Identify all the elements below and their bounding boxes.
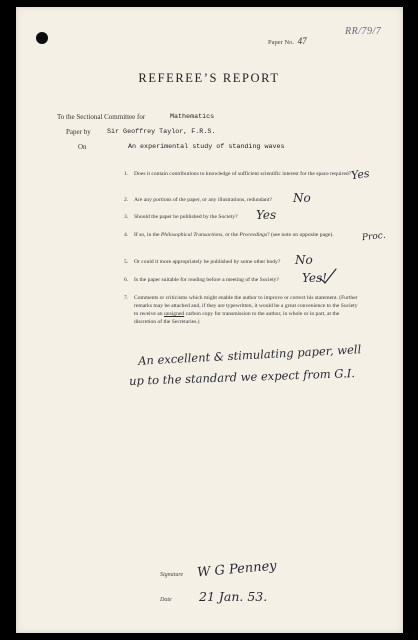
answer-3: Yes: [256, 208, 277, 222]
question-text: [134, 294, 361, 326]
question-text-part: Comments or criticisms which might enable the author to improve or correct his statement. (Further remarks may be attached and, if they are typewritten, it would be a great convenience to the Society to receive an: [134, 295, 358, 317]
question-text-part: If so, in the: [134, 232, 161, 238]
question-text: Is the paper suitable for reading before a meeting of the Society?: [134, 277, 279, 283]
question-text-part: carbon copy for transmission to the author, in whole or in part, at the discretion of the Secretaries.): [134, 311, 340, 325]
answer-5: No: [295, 253, 313, 267]
signature-label: Signature: [160, 572, 184, 578]
answer-6: Yes!: [302, 271, 327, 285]
question-text-part: ? (see note on opposite page).: [267, 232, 334, 238]
question-3: [124, 213, 354, 221]
date-label: Date: [160, 597, 172, 603]
question-number: 3.: [124, 214, 129, 220]
author-value: Sir Geoffrey Taylor, F.R.S.: [107, 128, 216, 136]
check-mark-icon: [318, 266, 338, 286]
comment-line-2: up to the standard we expect from G.I.: [128, 366, 356, 388]
question-number: 2.: [124, 197, 129, 203]
question-text-underlined: unsigned: [163, 311, 185, 317]
paper-number-label: Paper No.: [268, 39, 294, 46]
signature-value: W G Penney: [196, 558, 278, 581]
question-text: Does it contain contributions to knowledge of sufficient scientific interest for the space required?: [134, 171, 352, 177]
question-4: [124, 231, 361, 239]
question-number: 4.: [124, 232, 129, 238]
question-text-italic: Philosophical Transactions: [160, 232, 223, 238]
comment-line-1: An excellent & stimulating paper, well: [137, 342, 362, 368]
committee-value: Mathematics: [170, 113, 215, 121]
question-7: [124, 294, 361, 326]
subject-value: An experimental study of standing waves: [128, 143, 285, 151]
question-text-part: , or the: [222, 232, 240, 238]
author-label: Paper by: [66, 128, 91, 136]
answer-1: Yes: [350, 166, 371, 183]
question-1: [124, 170, 354, 178]
question-number: 5.: [124, 259, 129, 265]
page-title: REFEREE’S REPORT: [138, 71, 280, 85]
question-text: Should the paper be published by the Society?: [134, 214, 238, 220]
question-text-italic: Proceedings: [239, 232, 268, 238]
date-value: 21 Jan. 53.: [199, 589, 268, 604]
question-2: [124, 196, 354, 204]
answer-2: No: [293, 191, 311, 205]
paper-number: [268, 36, 307, 46]
question-number: 7.: [124, 295, 129, 301]
question-text: [134, 231, 361, 239]
committee-label: To the Sectional Committee for: [57, 113, 146, 121]
archive-reference: RR/79/7: [345, 26, 382, 37]
paper-number-value: 47: [297, 36, 307, 46]
question-text: Are any portions of the paper, or any illustrations, redundant?: [134, 197, 272, 203]
question-text: Or could it more appropriately be published by some other body?: [134, 259, 281, 265]
question-5: [124, 258, 354, 266]
question-number: 6.: [124, 277, 129, 283]
answer-4: Proc.: [361, 230, 387, 244]
subject-label: On: [78, 143, 87, 151]
punch-hole: [36, 32, 48, 44]
question-number: 1.: [124, 171, 129, 177]
